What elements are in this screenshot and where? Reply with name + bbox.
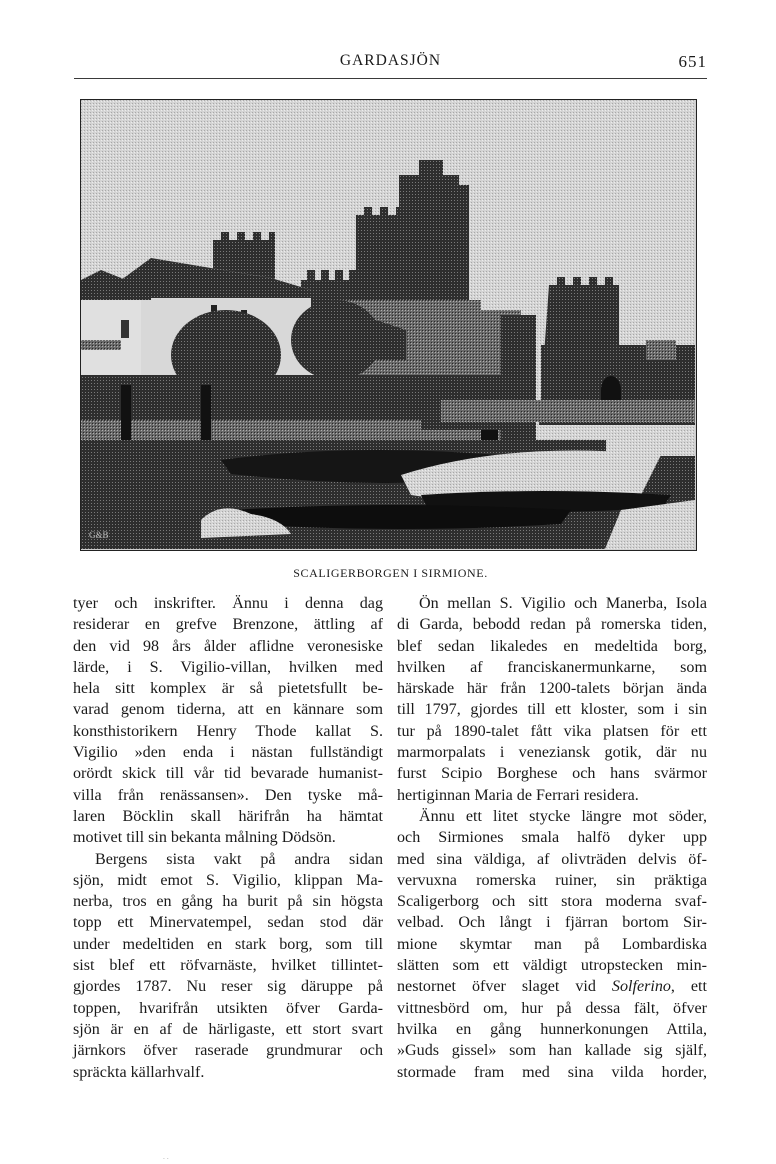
text-line: marmorpalats i veneziansk gotik, där nu <box>397 744 707 762</box>
figure-caption: SCALIGERBORGEN I SIRMIONE. <box>293 566 488 580</box>
text-line: konsthistorikern Henry Thode kallat S. <box>73 722 383 740</box>
italic-term: Solferino <box>611 978 671 996</box>
text-line: till 1797, gjordes till ett kloster, som i sin <box>397 701 707 719</box>
castle-photograph <box>80 99 697 551</box>
text-line: hela sitt komplex är så pietetsfullt be- <box>73 680 383 698</box>
text-line: topp ett Minervatempel, sedan stod där <box>73 914 383 932</box>
text-line: blef sedan likaledes en medeltida borg, <box>397 637 707 655</box>
text-line: villa från renässansen». Den tyske må- <box>73 786 383 804</box>
text-line: residerar en grefve Brenzone, ättling af <box>73 616 383 634</box>
engraver-signature: G&B <box>89 530 109 540</box>
text-line: mione skymtar man på Lombardiska <box>397 935 707 953</box>
text-line: vervuxna romerska ruiner, sin präktiga <box>397 871 707 889</box>
photo-illustration <box>81 100 695 549</box>
text-line: orördt skick till vår tid bevarade humanist- <box>73 765 383 783</box>
text-line: toppen, hvarifrån utsikten öfver Garda- <box>73 999 383 1017</box>
text-line: Bergens sista vakt på andra sidan <box>95 850 383 868</box>
running-title: GARDASJÖN <box>339 52 442 69</box>
text-line: gjordes 1787. Nu reser sig däruppe på <box>73 978 383 996</box>
text-line: Scaligerborg och sitt stora moderna svaf- <box>397 893 707 911</box>
text-line: tur på 1890-talet fått vika platsen för ett <box>397 722 707 740</box>
text-line: slätten som ett väldigt utropstecken min- <box>397 957 707 975</box>
text-line: hvilken af franciskanermunkarne, som <box>397 658 707 676</box>
page-number: 651 <box>678 52 707 71</box>
text-line: laren Böcklin skall härifrån ha hämtat <box>73 807 383 825</box>
text-line: sjön, midt emot S. Vigilio, klippan Ma- <box>73 871 383 889</box>
text-line: di Garda, bebodd redan på romerska tiden, <box>397 616 707 634</box>
text-line: hertiginnan Maria de Ferrari residera. <box>397 786 639 804</box>
scan-speck: · · <box>163 1156 169 1163</box>
text-line: spräckta källarhvalf. <box>73 1063 205 1081</box>
text-line: sjön är en af de härligaste, ett stort svart <box>73 1020 383 1038</box>
text-line: Vigilio »den enda i nästan fullständigt <box>73 744 383 762</box>
text-line: tyer och inskrifter. Ännu i denna dag <box>73 595 383 612</box>
text-line: Ön mellan S. Vigilio och Manerba, Isola <box>419 595 707 612</box>
page-header <box>74 52 707 80</box>
text-line: vittnesbörd om, hur på dessa fält, öfver <box>397 999 707 1017</box>
text-line: stormade fram med sina vilda horder, <box>397 1063 707 1081</box>
text-line: sist blef ett röfvarnäste, hvilket tillintet- <box>73 957 383 975</box>
text-line: nestornet öfver slaget vid Solferino, ett <box>397 978 707 996</box>
text-line: den vid 98 års ålder aflidne veronesiske <box>73 637 383 655</box>
text-line: härskade här från 1200-talets början ända <box>397 680 707 698</box>
text-line: lärde, i S. Vigilio-villan, hvilken med <box>73 658 383 676</box>
text-line: under medeltiden en stark borg, som till <box>73 935 383 953</box>
text-column-right <box>397 593 707 1083</box>
header-rule <box>74 78 707 79</box>
text-line: nerba, tros en gång ha burit på sin högsta <box>73 893 383 911</box>
text-line: hvilka en gång hunnerkonungen Attila, <box>397 1020 707 1038</box>
text-line: velbad. Och långt i fjärran bortom Sir- <box>397 914 707 932</box>
text-line: varad genom tiderna, att en kännare som <box>73 701 383 719</box>
text-line: motivet till sin bekanta målning Dödsön. <box>73 829 336 847</box>
text-line: järnkors öfver raserade grundmurar och <box>73 1042 383 1060</box>
text-line: med sina väldiga, af olivträden delvis öf- <box>397 850 707 868</box>
text-line: furst Scipio Borghese och hans svärmor <box>397 765 707 783</box>
text-line: Ännu ett litet stycke längre mot söder, <box>419 807 707 825</box>
text-line: »Guds gissel» som han kallade sig själf, <box>397 1042 707 1060</box>
text-column-left <box>73 593 383 1083</box>
text-line: och Sirmiones smala halfö dyker upp <box>397 829 707 847</box>
